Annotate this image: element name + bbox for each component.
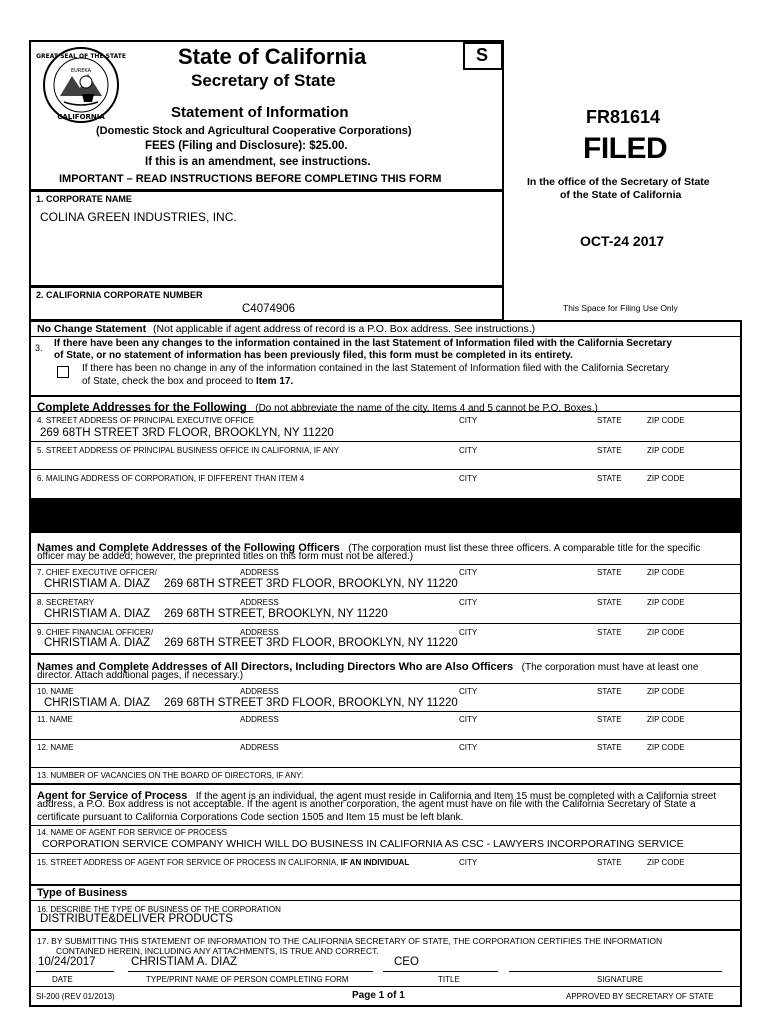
item15-label-row [37,858,409,867]
item9-state-label: STATE [597,628,622,637]
agent-heading: Agent for Service of Process [37,790,188,802]
footer-form-id: SI-200 (REV 01/2013) [36,992,115,1001]
certification-line2: CONTAINED HEREIN, INCLUDING ANY ATTACHMENTS, IS TRUE AND CORRECT. [56,946,379,956]
item7-name[interactable]: CHRISTIAM A. DIAZ [44,578,151,590]
no-change-line4-bold: Item 17. [256,376,294,387]
important-note: IMPORTANT – READ INSTRUCTIONS BEFORE COMPLETING THIS FORM [59,173,442,185]
directors-heading-note: (The corporation must have at least one [521,662,699,673]
amendment-note: If this is an amendment, see instructions. [145,156,371,168]
cert-name-value[interactable]: CHRISTIAM A. DIAZ [131,956,238,968]
filed-stamp: FILED [583,132,668,165]
item5-state-label: STATE [597,446,622,455]
cert-name-label: TYPE/PRINT NAME OF PERSON COMPLETING FORM [146,975,349,984]
directors-heading-note2: director. Attach additional pages, if necessary.) [37,670,244,681]
item4-value[interactable]: 269 68TH STREET 3RD FLOOR, BROOKLYN, NY 11220 [40,427,334,439]
cert-title-value[interactable]: CEO [394,956,419,968]
item7-address[interactable]: 269 68TH STREET 3RD FLOOR, BROOKLYN, NY 11220 [164,578,458,590]
footer-approved: APPROVED BY SECRETARY OF STATE [566,992,714,1001]
no-change-heading: No Change Statement [37,323,147,335]
item10-name[interactable]: CHRISTIAM A. DIAZ [44,697,151,709]
form-heading: Statement of Information [171,104,349,121]
cert-date-value[interactable]: 10/24/2017 [38,956,96,968]
item7-city-label: CITY [459,568,478,577]
no-change-line2: of State, or no statement of information has been previously filed, this form must be completed in its entirety. [54,350,573,361]
svg-text:EUREKA: EUREKA [70,68,92,74]
form-subheading: (Domestic Stock and Agricultural Cooperative Corporations) [96,125,412,137]
no-change-heading-row [37,323,535,335]
item9-address[interactable]: 269 68TH STREET 3RD FLOOR, BROOKLYN, NY 11220 [164,637,458,649]
item7-zip-label: ZIP CODE [647,568,685,577]
item6-state-label: STATE [597,474,622,483]
signature-field[interactable] [509,952,722,971]
item6-label: 6. MAILING ADDRESS OF CORPORATION, IF DIFFERENT THAN ITEM 4 [37,474,305,483]
item11-label: 11. NAME [37,715,73,724]
addresses-heading-note: (Do not abbreviate the name of the city. Items 4 and 5 cannot be P.O. Boxes.) [255,403,598,414]
no-change-checkbox[interactable] [57,366,69,378]
item8-zip-label: ZIP CODE [647,598,685,607]
redaction-bar [30,498,741,533]
item12-city-label: CITY [459,743,478,752]
item9-name[interactable]: CHRISTIAM A. DIAZ [44,637,151,649]
officers-heading-note: (The corporation must list these three officers. A comparable title for the specific [348,543,701,554]
no-change-line1: If there have been any changes to the information contained in the last Statement of Information filed with the California Secretary [54,338,672,349]
item9-city-label: CITY [459,628,478,637]
item5-label: 5. STREET ADDRESS OF PRINCIPAL BUSINESS OFFICE IN CALIFORNIA, IF ANY [37,446,340,455]
item10-address-label: ADDRESS [240,687,279,696]
item8-city-label: CITY [459,598,478,607]
item11-zip-label: ZIP CODE [647,715,685,724]
item14-label: 14. NAME OF AGENT FOR SERVICE OF PROCESS [37,828,227,837]
form-letter: S [476,45,489,65]
item12-state-label: STATE [597,743,622,752]
item15-label: 15. STREET ADDRESS OF AGENT FOR SERVICE OF PROCESS IN CALIFORNIA, [37,858,341,867]
item7-address-label: ADDRESS [240,568,279,577]
directors-heading: Names and Complete Addresses of All Directors, Including Directors Who are Also Officers [37,661,514,673]
fees-line: FEES (Filing and Disclosure): $25.00. [145,140,348,152]
certification-line1: 17. BY SUBMITTING THIS STATEMENT OF INFORMATION TO THE CALIFORNIA SECRETARY OF STATE, THE CORPORATION CERTIFIES THE INFORMATION [37,936,663,946]
item14-value[interactable]: CORPORATION SERVICE COMPANY WHICH WILL DO BUSINESS IN CALIFORNIA AS CSC - LAWYERS INCORPORATING SERVICE [42,838,684,850]
item10-address[interactable]: 269 68TH STREET 3RD FLOOR, BROOKLYN, NY 11220 [164,697,458,709]
item4-zip-label: ZIP CODE [647,416,685,425]
item9-address-label: ADDRESS [240,628,279,637]
item11-state-label: STATE [597,715,622,724]
svg-text:CALIFORNIA: CALIFORNIA [57,113,105,121]
business-heading: Type of Business [37,887,128,899]
corporate-name-box [29,190,504,287]
corporate-name-label: 1. CORPORATE NAME [36,194,132,204]
page-title: State of California [178,44,367,69]
item12-zip-label: ZIP CODE [647,743,685,752]
corporate-number-value[interactable]: C4074906 [242,303,296,315]
item15-zip-label: ZIP CODE [647,858,685,867]
item12-address-label: ADDRESS [240,743,279,752]
agent-note2: address, a P.O. Box address is not acceptable. If the agent is another corporation, the agent must have on file with the California Secretary of State a [37,799,696,810]
officers-heading-note2: officer may be added; however, the preprinted titles on this form must not be altered.) [37,551,414,562]
filing-number: FR81614 [586,107,661,127]
no-change-line3: If there has been no change in any of the information contained in the last Statement of Information filed with the California Secretary [82,363,670,374]
cert-title-label: TITLE [438,975,460,984]
item9-zip-label: ZIP CODE [647,628,685,637]
item15-label-bold: IF AN INDIVIDUAL [340,858,410,867]
filing-office-line1: In the office of the Secretary of State [527,176,710,188]
item11-address-label: ADDRESS [240,715,279,724]
agent-note1: If the agent is an individual, the agent must reside in California and Item 15 must be completed with a California street [195,791,717,802]
filing-space-note: This Space for Filing Use Only [563,303,678,313]
addresses-heading-row [37,398,598,416]
filing-date: OCT-24 2017 [580,233,665,249]
addresses-heading: Complete Addresses for the Following [37,402,247,414]
page-subtitle: Secretary of State [191,71,336,90]
corporate-number-label: 2. CALIFORNIA CORPORATE NUMBER [36,290,203,300]
item15-state-label: STATE [597,858,622,867]
item8-address[interactable]: 269 68TH STREET, BROOKLYN, NY 11220 [164,608,388,620]
item5-city-label: CITY [459,446,478,455]
svg-text:GREAT SEAL OF THE STATE: GREAT SEAL OF THE STATE [36,53,126,60]
no-change-heading-note: (Not applicable if agent address of record is a P.O. Box address. See instructions.) [153,323,536,335]
no-change-line4-text: of State, check the box and proceed to [82,376,257,387]
footer-page: Page 1 of 1 [352,990,405,1001]
item13-label: 13. NUMBER OF VACANCIES ON THE BOARD OF DIRECTORS, IF ANY: [37,771,304,780]
item4-label: 4. STREET ADDRESS OF PRINCIPAL EXECUTIVE OFFICE [37,416,254,425]
item16-value[interactable]: DISTRIBUTE&DELIVER PRODUCTS [40,913,233,925]
item10-zip-label: ZIP CODE [647,687,685,696]
state-seal-icon [36,46,126,124]
item8-state-label: STATE [597,598,622,607]
item4-city-label: CITY [459,416,478,425]
item6-zip-label: ZIP CODE [647,474,685,483]
item8-name[interactable]: CHRISTIAM A. DIAZ [44,608,151,620]
item8-address-label: ADDRESS [240,598,279,607]
item8-label: 8. SECRETARY [37,598,95,607]
item10-state-label: STATE [597,687,622,696]
item6-city-label: CITY [459,474,478,483]
cert-signature-label: SIGNATURE [597,975,644,984]
filing-office-line2: of the State of California [560,189,682,201]
item15-city-label: CITY [459,858,478,867]
item10-city-label: CITY [459,687,478,696]
item7-label: 7. CHIEF EXECUTIVE OFFICER/ [37,568,158,577]
item11-city-label: CITY [459,715,478,724]
cert-date-label: DATE [52,975,73,984]
agent-note3: certificate pursuant to California Corporations Code section 1505 and Item 15 must be left blank. [37,812,464,823]
item5-zip-label: ZIP CODE [647,446,685,455]
officers-heading: Names and Complete Addresses of the Following Officers [37,542,340,554]
item3-number: 3. [35,343,43,353]
item9-label: 9. CHIEF FINANCIAL OFFICER/ [37,628,154,637]
item4-state-label: STATE [597,416,622,425]
corporate-name-value[interactable]: COLINA GREEN INDUSTRIES, INC. [40,210,237,224]
no-change-line4 [82,376,293,387]
item16-label: 16. DESCRIBE THE TYPE OF BUSINESS OF THE CORPORATION [37,905,281,914]
item12-label: 12. NAME [37,743,74,752]
item10-label: 10. NAME [37,687,74,696]
item7-state-label: STATE [597,568,622,577]
